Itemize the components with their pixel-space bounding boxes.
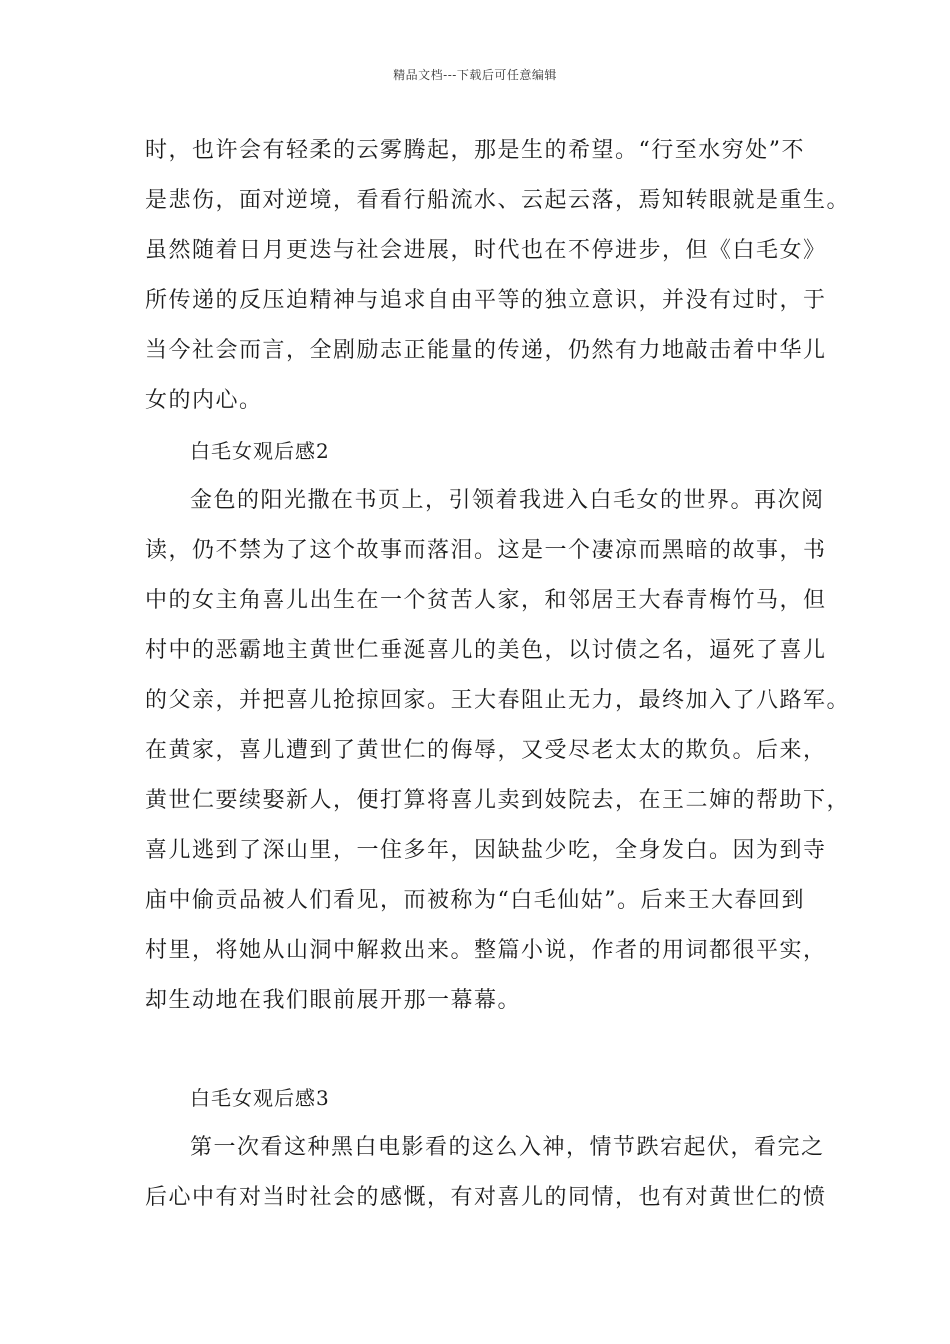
paragraph-line: 的父亲，并把喜儿抢掠回家。王大春阻止无力，最终加入了八路军。 (145, 688, 851, 713)
paragraph-line: 中的女主角喜儿出生在一个贫苦人家，和邻居王大春青梅竹马，但 (145, 588, 827, 613)
paragraph-line: 在黄家，喜儿遭到了黄世仁的侮辱，又受尽老太太的欺负。后来， (145, 738, 827, 763)
paragraph-line: 喜儿逃到了深山里，一住多年，因缺盐少吃，全身发白。因为到寺 (145, 838, 827, 863)
paragraph-line: 金色的阳光撒在书页上，引领着我进入白毛女的世界。再次阅 (190, 488, 825, 513)
paragraph-line: 后心中有对当时社会的感慨，有对喜儿的同情，也有对黄世仁的愤 (145, 1185, 827, 1210)
paragraph-line: 村中的恶霸地主黄世仁垂涎喜儿的美色，以讨债之名，逼死了喜儿 (145, 638, 827, 663)
section-heading: 白毛女观后感3 (190, 1086, 330, 1110)
paragraph-line: 第一次看这种黑白电影看的这么入神，情节跌宕起伏，看完之 (190, 1135, 825, 1160)
paragraph-line: 虽然随着日月更迭与社会进展，时代也在不停进步，但《白毛女》 (145, 238, 827, 263)
page-header: 精品文档---下载后可任意编辑 (393, 68, 557, 82)
paragraph-line: 读，仍不禁为了这个故事而落泪。这是一个凄凉而黑暗的故事，书 (145, 538, 827, 563)
paragraph-line: 村里，将她从山洞中解救出来。整篇小说，作者的用词都很平实， (145, 938, 827, 963)
paragraph-line: 庙中偷贡品被人们看见，而被称为“白毛仙姑”。后来王大春回到 (145, 888, 805, 913)
paragraph-line: 所传递的反压迫精神与追求自由平等的独立意识，并没有过时，于 (145, 288, 827, 313)
paragraph-line: 女的内心。 (145, 388, 263, 413)
paragraph-line: 却生动地在我们眼前展开那一幕幕。 (145, 988, 522, 1013)
paragraph-line: 黄世仁要续娶新人，便打算将喜儿卖到妓院去，在王二婶的帮助下， (145, 788, 851, 813)
paragraph-line: 当今社会而言，全剧励志正能量的传递，仍然有力地敲击着中华儿 (145, 338, 827, 363)
paragraph-line: 是悲伤，面对逆境，看看行船流水、云起云落，焉知转眼就是重生。 (145, 188, 851, 213)
paragraph-line: 时，也许会有轻柔的云雾腾起，那是生的希望。“行至水穷处”不 (145, 138, 805, 163)
section-heading: 白毛女观后感2 (190, 439, 330, 463)
